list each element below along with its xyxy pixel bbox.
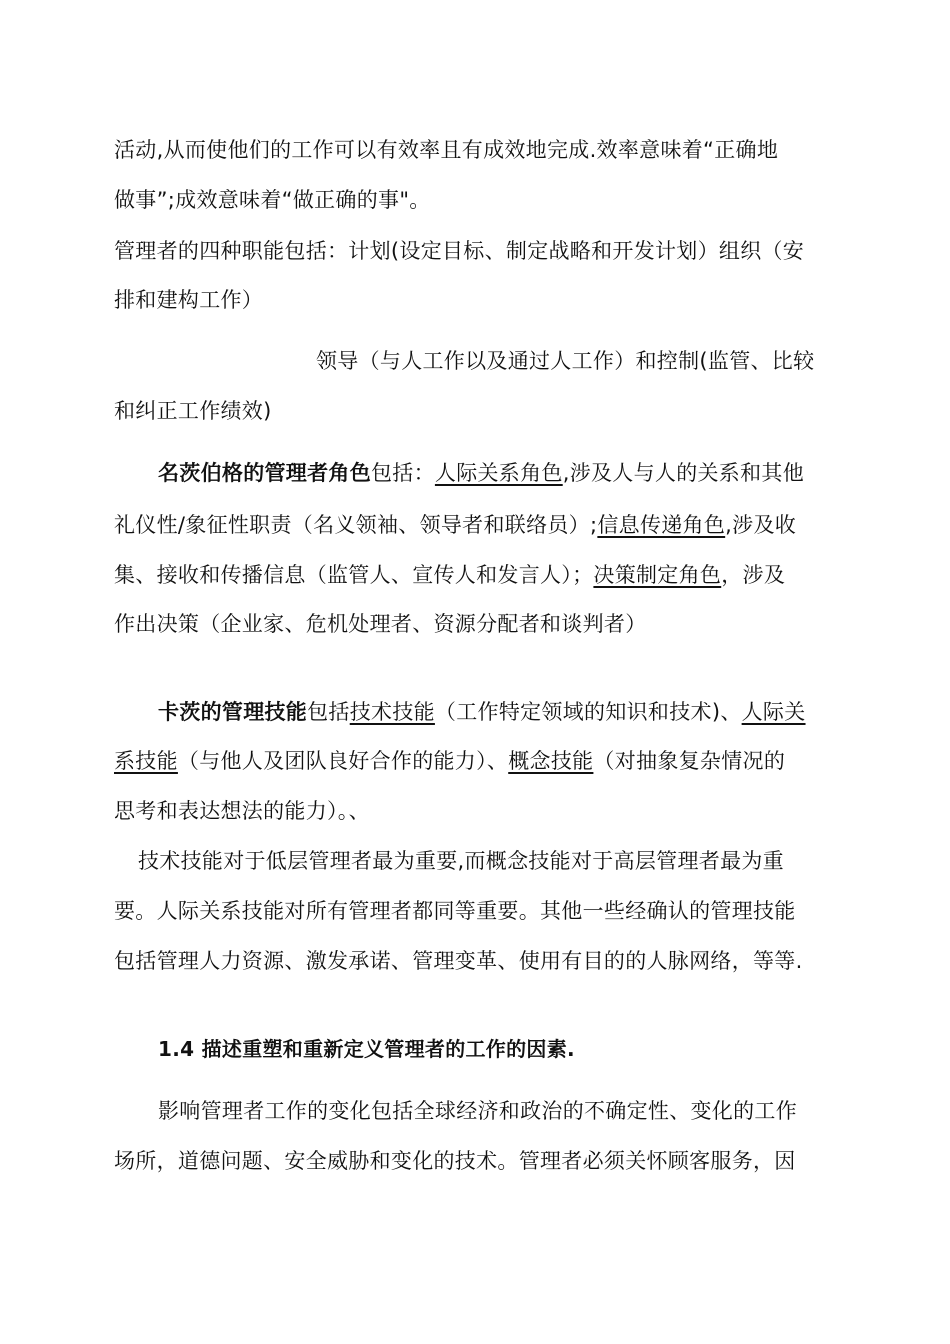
text-line: 思考和表达想法的能力）。、 [114,799,370,823]
text-line: 作出决策（企业家、危机处理者、资源分配者和谈判者） [114,612,647,636]
underlined-term: 人际关 [741,700,806,724]
text-span: 集、接收和传播信息（监管人、宣传人和发言人）； [114,563,594,587]
text-line: 排和建构工作） [114,288,264,312]
text-line: 影响管理者工作的变化包括全球经济和政治的不确定性、变化的工作 [158,1099,797,1123]
underlined-term: 技术技能 [349,700,435,724]
text-line [114,746,785,776]
text-span: ,涉及人与人的关系和其他 [562,461,804,485]
section-heading: 1.4 描述重塑和重新定义管理者的工作的因素. [158,1037,575,1061]
text-line: 要。人际关系技能对所有管理者都同等重要。其他一些经确认的管理技能 [114,899,796,923]
text-line: 包括管理人力资源、激发承诺、管理变革、使用有目的的人脉网络，等等. [114,949,803,973]
text-span: ,涉及收 [725,513,797,537]
text-line: 做事”;成效意味着“做正确的事"。 [114,188,431,212]
underlined-term: 概念技能 [508,749,594,773]
underlined-term: 人际关系角色 [434,461,563,485]
text-span: 包括 [307,700,350,724]
text-line: 和纠正工作绩效) [114,399,272,423]
text-line [114,560,785,590]
text-span: 包括： [371,461,435,485]
bold-term: 名茨伯格的管理者角色 [158,461,371,485]
text-line [158,697,806,727]
text-line [114,510,796,540]
text-line: 管理者的四种职能包括：计划(设定目标、制定战略和开发计划）组织（安 [114,239,805,263]
text-line: 场所，道德问题、安全威胁和变化的技术。管理者必须关怀顾客服务，因 [114,1149,796,1173]
underlined-term: 系技能 [114,749,178,773]
text-span: （工作特定领域的知识和技术)、 [434,700,742,724]
bold-term: 卡茨的管理技能 [158,700,308,724]
text-line: 技术技能对于低层管理者最为重要,而概念技能对于高层管理者最为重 [138,849,784,873]
text-line [158,458,804,488]
text-span: （与他人及团队良好合作的能力）、 [177,749,509,773]
text-line: 领导（与人工作以及通过人工作）和控制(监管、比较 [316,349,815,373]
text-span: （对抽象复杂情况的 [593,749,786,773]
underlined-term: 信息传递角色 [597,513,726,537]
text-line: 活动,从而使他们的工作可以有效率且有成效地完成.效率意味着“正确地 [114,138,779,162]
text-span: ，涉及 [721,563,786,587]
underlined-term: 决策制定角色 [593,563,722,587]
text-span: 礼仪性/象征性职责（名义领袖、领导者和联络员）; [114,513,598,537]
